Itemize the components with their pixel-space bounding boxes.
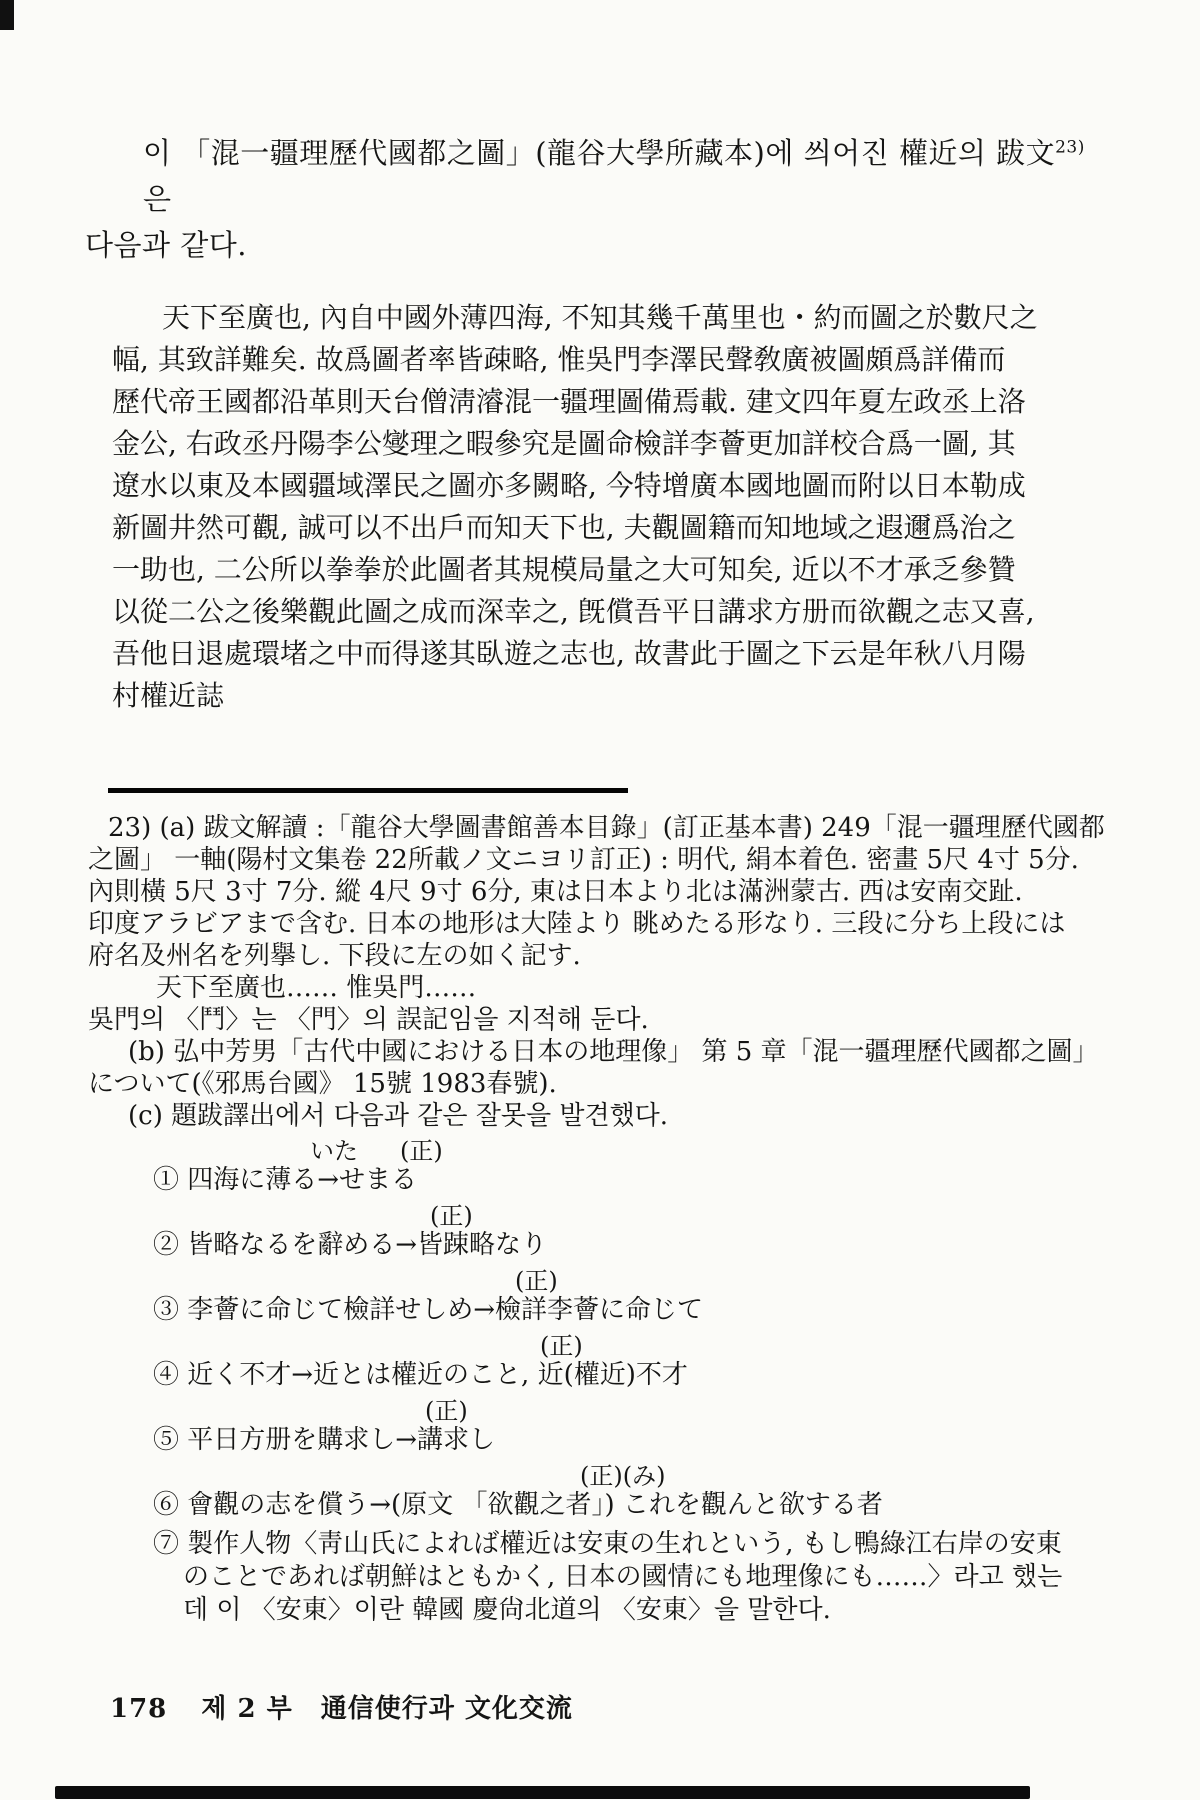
correction-annotation (88, 1398, 1128, 1424)
correction-text: ⑤ 平日方册を購求し→講求し (153, 1425, 496, 1455)
footnote-separator (108, 788, 628, 793)
correction-item-1 (88, 1138, 1128, 1197)
correct-mark: (正) (540, 1332, 583, 1360)
correction-item-4 (88, 1333, 1128, 1392)
correction-text-continued: 데 이 〈安東〉이란 韓國 慶尙北道의 〈安東〉을 말한다. (183, 1595, 831, 1625)
correction-item-5 (88, 1398, 1128, 1457)
scan-artifact-top-left (0, 0, 14, 30)
footnote-section (88, 812, 1128, 1627)
footnote-item-b-line-1: (b) 弘中芳男「古代中國における日本の地理像」 第 5 章「混一疆理歷代國都之圖」 (128, 1037, 1099, 1067)
correction-annotation (88, 1463, 1128, 1489)
correction-text: ① 四海に薄る→せまる (153, 1165, 418, 1195)
footnote-inner-quote: 天下至廣也…… 惟吳門…… (156, 973, 477, 1003)
correct-mark: (正) (515, 1267, 558, 1295)
correction-annotation (88, 1203, 1128, 1229)
correction-text: ⑦ 製作人物〈靑山氏によれば權近は安東の生れという, もし鴨綠江右岸の安東 (153, 1529, 1062, 1559)
page-number: 178 (110, 1694, 168, 1724)
footnote-line: 府名及州名を列擧し. 下段に左の如く記す. (88, 941, 581, 971)
correct-mark: (正) (430, 1202, 473, 1230)
correction-annotation (88, 1268, 1128, 1294)
footnote-note-line: 吳門의 〈鬥〉는 〈門〉의 誤記임을 지적해 둔다. (88, 1005, 649, 1035)
correction-item-3 (88, 1268, 1128, 1327)
scan-artifact-bottom-band (55, 1786, 1030, 1799)
quote-line: 幅, 其致詳難矣. 故爲圖者率皆疎略, 惟吳門李澤民聲敎廣被圖頗爲詳備而 (112, 343, 1006, 376)
footnote-ref-23: 23) (1055, 137, 1085, 158)
correction-text: ② 皆略なるを辭める→皆踈略なり (153, 1230, 548, 1260)
intro-text-tail: 은 (143, 182, 172, 216)
footnote-line: 23) (a) 跋文解讀 :「龍谷大學圖書館善本目錄」(訂正基本書) 249「混一疆理歷代國都 (108, 813, 1105, 843)
quote-line: 村權近誌 (112, 679, 225, 712)
quote-line: 吾他日退處環堵之中而得遂其臥遊之志也, 故書此于圖之下云是年秋八月陽 (112, 637, 1026, 670)
quote-line: 歷代帝王國都沿革則天台僧淸濬混一疆理圖備焉載. 建文四年夏左政丞上洛 (112, 385, 1026, 418)
correction-item-6 (88, 1463, 1128, 1522)
correct-mark: (正)(み) (580, 1462, 666, 1490)
quote-line: 新圖井然可觀, 誠可以不出戶而知天下也, 夫觀圖籍而知地域之遐邇爲治之 (112, 511, 1016, 544)
intro-text: 이 「混一疆理歷代國都之圖」(龍谷大學所藏本)에 씌어진 權近의 跋文 (143, 136, 1056, 170)
correction-annotation (88, 1333, 1128, 1359)
correction-item-2 (88, 1203, 1128, 1262)
correction-annotation (88, 1138, 1128, 1164)
quote-line: 金公, 右政丞丹陽李公燮理之暇參究是圖命檢詳李薈更加詳校合爲一圖, 其 (112, 427, 1016, 460)
page-footer (110, 1688, 573, 1725)
correction-item-7 (88, 1528, 1128, 1627)
footer-part-label: 제 2 부 (201, 1694, 293, 1724)
quote-line: 遼水以東及本國疆域澤民之圖亦多闕略, 今特增廣本國地圖而附以日本勒成 (112, 469, 1026, 502)
correct-mark: (正) (425, 1397, 468, 1425)
postface-quote-block (112, 297, 1087, 717)
footnote-line: 之圖」 一軸(陽村文集卷 22所載ノ文ニヨリ訂正) : 明代, 絹本着色. 密畫 5尺 4寸 5分. (88, 845, 1079, 875)
footnote-line: 印度アラビアまで含む. 日本の地形は大陸より 眺めたる形なり. 三段に分ち上段には (88, 909, 1066, 939)
corrections-list (88, 1138, 1128, 1627)
footnote-line: 內則橫 5尺 3寸 7分. 縱 4尺 9寸 6分, 東は日本より北は滿洲蒙古. 西は安南交趾. (88, 877, 1023, 907)
intro-line-1 (85, 130, 1090, 222)
correct-mark: (正) (400, 1137, 443, 1165)
quote-line: 天下至廣也, 內自中國外薄四海, 不知其幾千萬里也・約而圖之於數尺之 (162, 301, 1038, 334)
correction-text: ⑥ 會觀の志を償う→(原文 「欲觀之者」) これを觀んと欲する者 (153, 1490, 883, 1520)
quote-line: 以從二公之後樂觀此圖之成而深幸之, 旣償吾平日講求方册而欲觀之志又喜, (112, 595, 1035, 628)
reading-annotation: いた (310, 1137, 358, 1165)
correction-text: ④ 近く不才→近とは權近のこと, 近(權近)不才 (153, 1360, 688, 1390)
footnote-item-b-line-2: について(《邪馬台國》 15號 1983春號). (88, 1069, 557, 1099)
correction-text-continued: のことであれば朝鮮はともかく, 日本の國情にも地理像にも……〉라고 했는 (183, 1562, 1063, 1592)
correction-text: ③ 李薈に命じて檢詳せしめ→檢詳李薈に命じて (153, 1295, 704, 1325)
intro-paragraph (85, 130, 1090, 268)
footnote-item-c-line: (c) 題跋譯出에서 다음과 같은 잘못을 발견했다. (128, 1101, 669, 1131)
quote-line: 一助也, 二公所以拳拳於此圖者其規模局量之大可知矣, 近以不才承乏參贊 (112, 553, 1016, 586)
footer-book-title: 通信使行과 文化交流 (320, 1694, 573, 1724)
intro-line-2: 다음과 같다. (85, 228, 248, 262)
